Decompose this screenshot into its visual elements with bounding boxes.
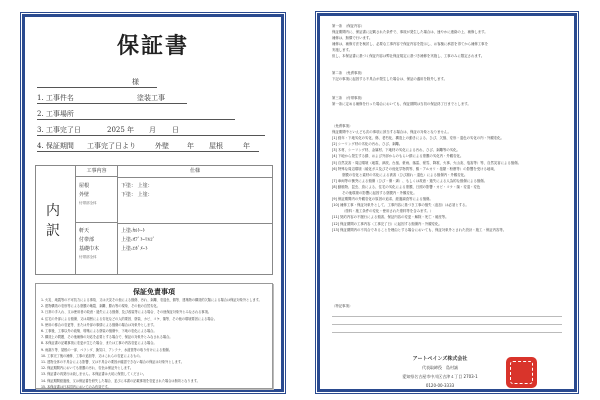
notes-line bbox=[332, 324, 562, 325]
section-heading: （免責事項） bbox=[332, 124, 353, 128]
work-name-value: 塗装工事 bbox=[137, 94, 165, 102]
exemption-item: 5. 使用の都合の変更等、または外部の事情による損傷の場合は対象外とします。 bbox=[41, 322, 157, 327]
block1-items: 屋根 外壁 付帯部全体 bbox=[76, 177, 118, 223]
company-phone: 0120-00-3333 bbox=[425, 383, 455, 388]
company-address: 愛知県名古屋市中川区吉津４丁目 2703-1 bbox=[402, 374, 478, 379]
company-seal-icon bbox=[506, 357, 537, 388]
block1-specs: 下塗： 上塗： 下塗： 上塗： bbox=[118, 177, 272, 224]
company-block bbox=[380, 355, 500, 388]
section-heading: 第二条 （免責事項） bbox=[332, 71, 365, 75]
exemption-item: 3. 日常の手入れ、又は使用者の故意・過失による損傷、及び改装等による場合、その他保証対象外とみなされる事項。 bbox=[41, 310, 211, 315]
special-notes-section bbox=[332, 303, 562, 309]
exemption-item: 8. 本保証書の記載事項に変更が生じた場合、または工事の内容変更による場合。 bbox=[41, 341, 157, 346]
exemption-item: 1. 火災、地震等の不可抗力による事故、又は天災その他による損傷、汚れ、剥離、変退色、錆等、建築物の構造的欠陥による場合は保証対象外とします。 bbox=[41, 298, 262, 302]
exemption-item: 7. 構造上の問題、その他補修の対応を必要とする場合で、保証の対象外とみなされる場合。 bbox=[41, 335, 173, 340]
exemption-item: 2. 建物構造の変形等による塗膜の亀裂、剥離、膨れ等の現象、その他の自然劣化。 bbox=[41, 304, 160, 309]
section-heading: 第一条 （保証内容） bbox=[332, 24, 365, 28]
exemption-item: 11. 建物全体の不具合による影響、又は不具合の要因が確認できない場合の保証は対象外とします。 bbox=[41, 360, 184, 365]
block2-items: 軒天 付帯部 基礎巾木 付帯部全体 bbox=[76, 223, 118, 275]
block2-specs: 上塗:ｶﾙﾄｰﾄ 上塗:ｵﾌﾞﾄｰﾘﾙｺﾞ 上塗:ｴﾎﾟﾒｰﾄ bbox=[121, 228, 156, 252]
terms-section-3: 第三条 （付帯事項） 第一条に定める補修を行った場合においても、保証期間は当初の保証終了日までとします。 bbox=[332, 95, 562, 107]
exemption-item: 4. 住宅の外部による損傷、又は周囲による劣化などの人的要因、塗装、カビ、コケ、藻等、その他の環境要因による場合。 bbox=[41, 316, 217, 321]
exemption-item: 12. 保証期間内においても塗膜の汚れ、変色は保証外とします。 bbox=[41, 366, 134, 371]
exemption-item: 6. 工事後、工事以外の改築、増築による塗装の損傷や、下地の変化による場合。 bbox=[41, 329, 157, 334]
warranty-certificate-front bbox=[22, 14, 284, 392]
exemption-item: 13. 保証書の再発行は致しません。本保証書は大切に保管してください。 bbox=[41, 372, 147, 377]
exemption-terms: （免責事項） 保証期間中といえども次の事項に該当する場合は、保証の対象となりません。 [1] 経年・下地劣化の劣化、傷、老朽化、構造上の動きによる、ひび、欠損、変形・退色の劣化の内・外観変化。 [2] シーリング材の劣化の汚れ、ひび、剥離。 [3] 木材、シーリング材、金属材、下地材の劣化による汚れ、ひび、剥離等の劣化。 [4] 下地から発生する錆、および外部からのもらい錆による塗膜の劣化内・外観変化。 [5] 自然災害・周辺環境（地震、津波、台風、豪雨、落雷、豪雪、降雹、火事、火山灰、塩害等）等、自然災害による損傷。 [6] 特殊な周辺環境（硫化ガス及びその他化学物質等、酸・アルカリ・塩類・粉塵等）の影響を受ける地域、 塗膜の変化と素材の劣化による被害（ひび割れ・退色）による損傷内・外観変化。 [7] 車両等の衝突による損傷（ひび・傷・剥）、もしくは故意・過失による人為的な損傷による損傷。 [8] 動植物、昆虫、鳥による、住宅の劣化による塗膜、日照の影響・カビ・コケ・藻・変退・変色 その他環境の影響に起因する塗膜内・外観変化。 [9] 保証期間内の外観変化の原因の追求、経過調査等による損傷。 [10] 補修工事・保証対象外として、工事内容に基づき工事の損失（追加）は必須とする。 （塗料・施工条件の変化・使用された塗料等を含みます。） [11] 契約内容の不履行による損害、保証内容の変更・解除・死亡・破産等。 [12] 保証期間の工事内容（工事完了日）に起因する損傷内・外観変化。 [13] 保証期間内の不具合であることを理由とする場合においても、保証対象外とされた設計・施工・保証内容等。 bbox=[332, 123, 562, 233]
notes-line bbox=[332, 332, 562, 333]
field-work-location: 2. 工事場所 bbox=[37, 109, 235, 120]
exemption-item: 14. 保証期間経過後、又は保証書を紛失した場合、並びに本書の記載事項を変更された場合は無効となります。 bbox=[41, 378, 200, 383]
col-header-spec: 仕様 bbox=[118, 166, 272, 178]
exemption-item: 10. 工事完了後の補修、工事の追加等、又はこれらの変更によるもの。 bbox=[41, 353, 143, 358]
exemption-box bbox=[35, 283, 273, 389]
breakdown-label: 内 訳 bbox=[36, 166, 76, 274]
warranty-certificate-back bbox=[317, 13, 577, 392]
field-work-name: 1. 工事件名 塗装工事 bbox=[37, 93, 187, 104]
addressee-line bbox=[37, 77, 157, 88]
exemption-item: 15. 本保証書は日本国内においてのみ有効です。 bbox=[41, 384, 111, 389]
exemption-title: 保証免責事項 bbox=[133, 288, 175, 296]
exemption-item: 9. 雨漏り等、屋根の一部、ベランダ、換気口、アンテナ、水道管等の取り付けによる損傷。 bbox=[41, 347, 172, 352]
notes-line bbox=[332, 316, 562, 317]
company-representative: 代表取締役 島村誠 bbox=[422, 365, 458, 370]
exemption-list bbox=[41, 297, 267, 390]
breakdown-table bbox=[35, 165, 273, 275]
document-title: 保証書 bbox=[116, 33, 189, 59]
col-header-work: 工事内容 bbox=[76, 166, 118, 177]
section-heading: （特記事項） bbox=[332, 304, 353, 308]
terms-section-1: 第一条 （保証内容） 保証期間内に、保証書に記載された条件で、事故が発生した場合は、速やかに連絡の上、補修します。 補修は、無償で行います。 補修は、補修方法を検討し、必要な工事内容で保証内容を提示し、お客様に承認を得てから補修工事を 実施します。 但し、本保証書に基づく保証内容は弊社保証規定に基づき補修を実施し、工事のみに限定されます。 bbox=[332, 23, 562, 60]
field-completion-date: 3. 工事完了日 2025 年 月 日 bbox=[37, 125, 265, 136]
company-name: アートペインズ株式会社 bbox=[412, 356, 468, 362]
section-heading: 第三条 （付帯事項） bbox=[332, 96, 365, 100]
terms-section-2: 第二条 （免責事項） 下記の事項に起因する不具合が発生した場合は、保証の適用を除外します。 bbox=[332, 70, 562, 82]
field-warranty-period: 4. 保証期間 工事完了日より 外壁 年 屋根 年 bbox=[37, 141, 259, 152]
addressee-suffix: 様 bbox=[132, 78, 139, 86]
